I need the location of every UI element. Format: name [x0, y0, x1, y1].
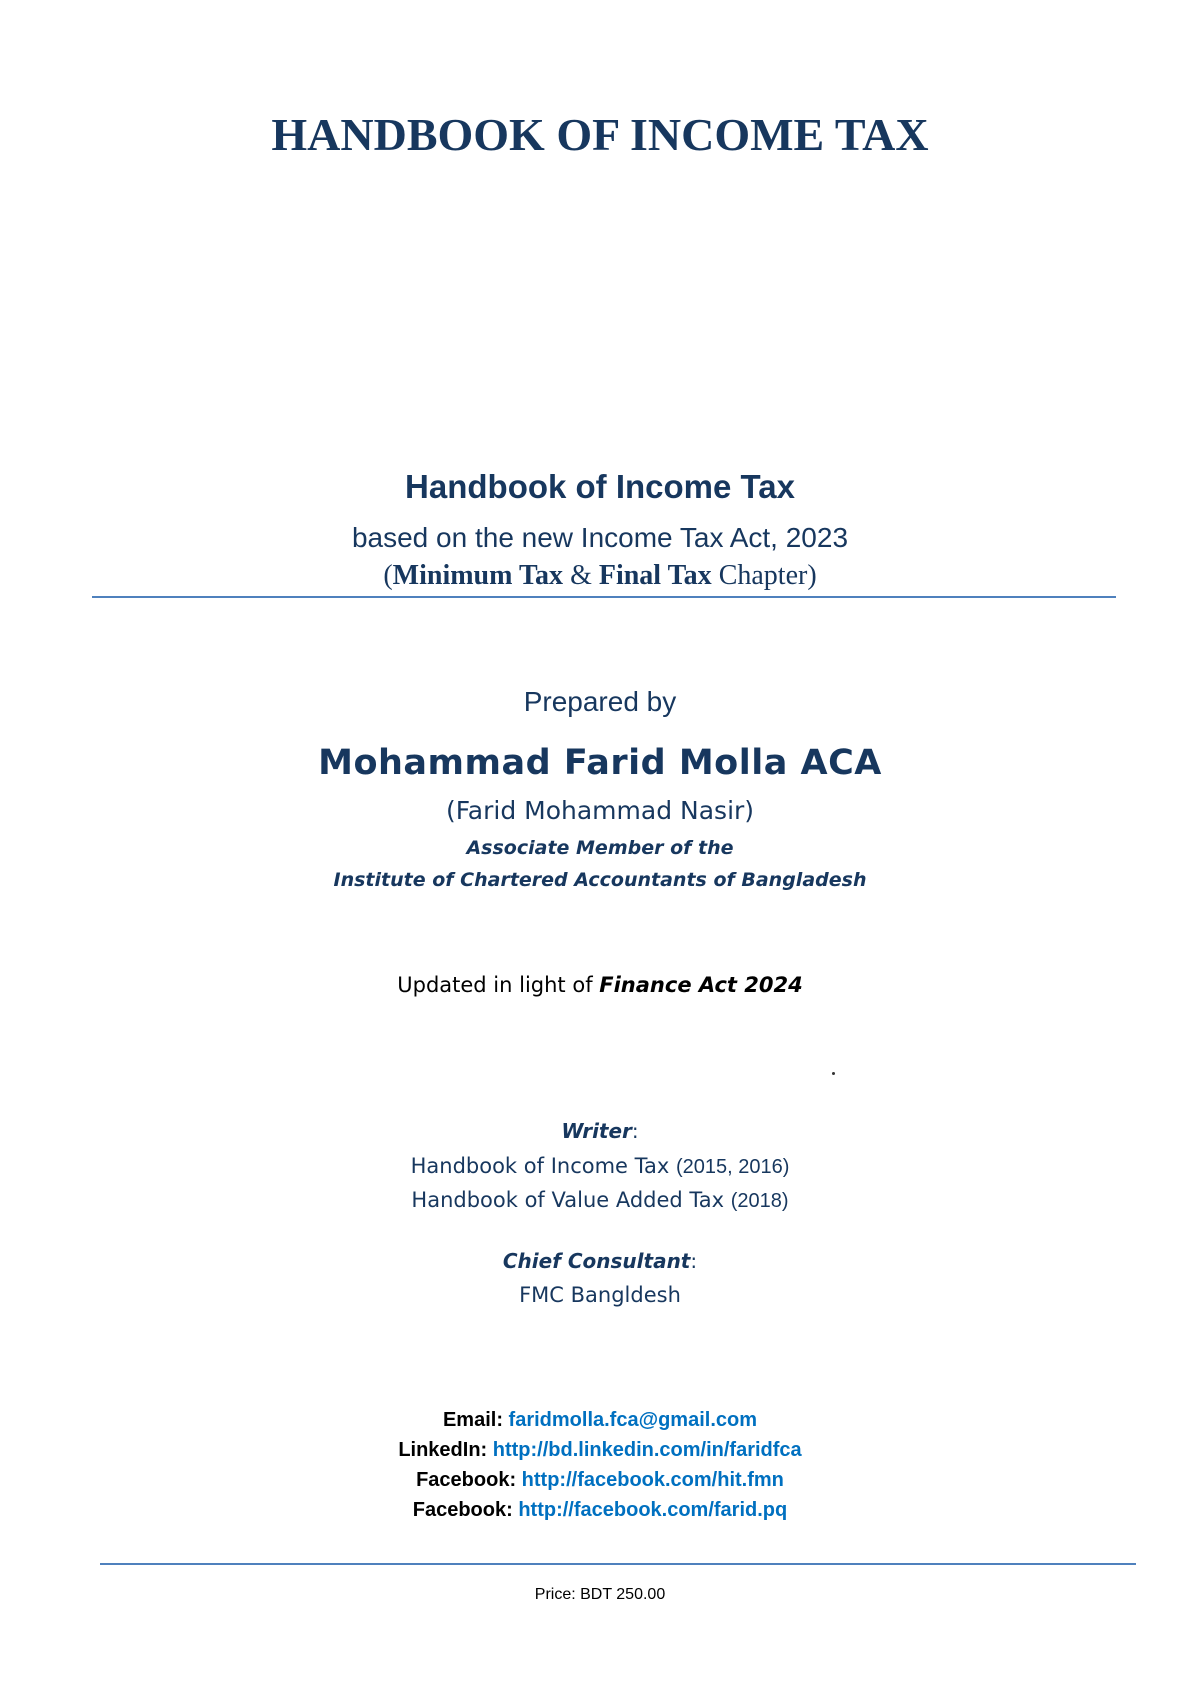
top-divider	[92, 596, 1116, 598]
facebook-label: Facebook:	[412, 1499, 519, 1521]
email-line	[0, 1409, 1200, 1432]
prepared-by-label: Prepared by	[523, 686, 677, 717]
book-title: Handbook of Income Tax	[410, 1154, 676, 1178]
main-title: HANDBOOK OF INCOME TAX	[271, 109, 929, 160]
membership-line-2: Institute of Chartered Accountants of Bangladesh	[333, 869, 867, 891]
email-label: Email:	[442, 1409, 509, 1431]
update-prefix: Updated in light of	[397, 973, 600, 997]
book-item	[0, 1188, 1200, 1213]
facebook-label: Facebook:	[416, 1469, 522, 1491]
writer-colon: :	[631, 1119, 639, 1143]
author-name: Mohammad Farid Molla ACA	[318, 743, 882, 783]
linkedin-label: LinkedIn:	[398, 1439, 493, 1461]
book-years: (2018)	[730, 1190, 789, 1212]
based-on-line: based on the new Income Tax Act, 2023	[351, 522, 849, 553]
consultant-label-text: Chief Consultant	[502, 1249, 691, 1273]
chapter-rest: Chapter)	[711, 560, 817, 591]
bottom-divider	[100, 1563, 1136, 1565]
linkedin-line	[0, 1439, 1200, 1462]
facebook-link[interactable]: http://facebook.com/farid.pq	[518, 1499, 788, 1521]
email-link[interactable]: faridmolla.fca@gmail.com	[508, 1409, 758, 1431]
chapter-final-tax: Final Tax	[598, 560, 712, 591]
membership-line-1: Associate Member of the	[466, 837, 734, 859]
chapter-minimum-tax: Minimum Tax	[392, 560, 564, 591]
update-note	[0, 973, 1200, 997]
price-label: Price: BDT 250.00	[534, 1586, 666, 1603]
chapter-line	[0, 560, 1200, 592]
book-years: (2015, 2016)	[675, 1156, 790, 1178]
chapter-amp: &	[563, 560, 599, 591]
book-item	[0, 1154, 1200, 1179]
book-title: Handbook of Value Added Tax	[411, 1188, 731, 1212]
writer-label	[0, 1119, 1200, 1143]
stray-dot	[832, 1072, 835, 1075]
linkedin-link[interactable]: http://bd.linkedin.com/in/faridfca	[492, 1439, 802, 1461]
chapter-open: (	[383, 560, 393, 591]
author-alias: (Farid Mohammad Nasir)	[445, 796, 755, 825]
facebook-line	[0, 1469, 1200, 1492]
writer-label-text: Writer	[561, 1119, 632, 1143]
update-act: Finance Act 2024	[599, 973, 803, 997]
consultant-org: FMC Bangldesh	[519, 1283, 681, 1307]
facebook-line	[0, 1499, 1200, 1522]
consultant-label	[0, 1249, 1200, 1273]
sub-title: Handbook of Income Tax	[405, 468, 795, 505]
consultant-colon: :	[690, 1249, 698, 1273]
facebook-link[interactable]: http://facebook.com/hit.fmn	[521, 1469, 784, 1491]
